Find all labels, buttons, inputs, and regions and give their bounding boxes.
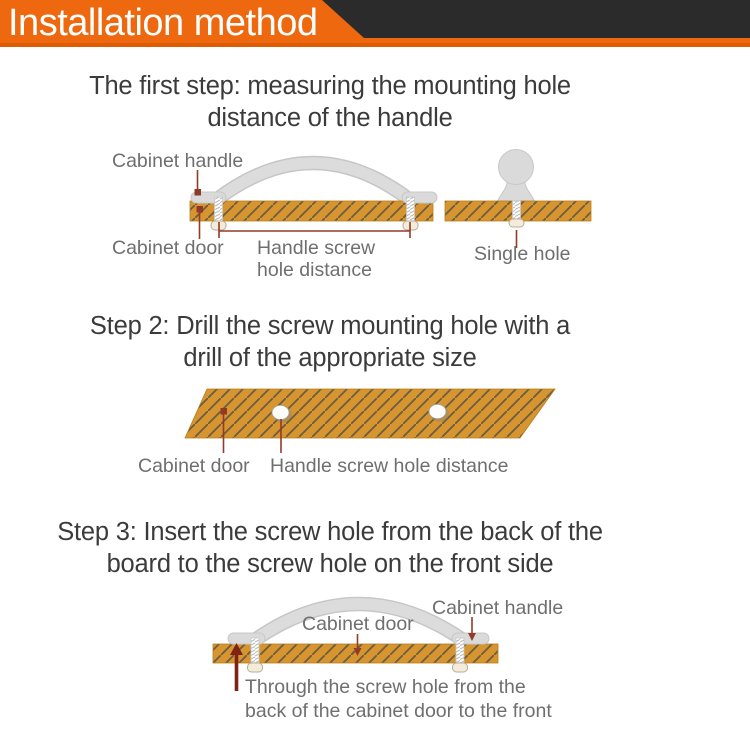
label-screw-distance-line2: hole distance <box>257 259 372 281</box>
cabinet-handle-bow <box>216 163 410 200</box>
step2-heading-line1: Step 2: Drill the screw mounting hole with a <box>89 312 571 340</box>
pointer-cabinet-door <box>197 206 204 239</box>
cabinet-door-board-left <box>190 201 433 221</box>
step1-heading-line2: distance of the handle <box>207 104 453 132</box>
handle-foot-left <box>228 633 265 644</box>
step1-heading <box>0 70 660 134</box>
step3-heading <box>0 516 660 580</box>
diagram-measure-handle <box>0 140 750 300</box>
caption-line2: back of the cabinet door to the front <box>245 700 552 722</box>
label-single-hole: Single hole <box>474 243 571 265</box>
label-screw-distance-line1: Handle screw <box>257 237 376 259</box>
page-title: Installation method <box>8 2 318 44</box>
diagram-insert-screws <box>0 590 750 725</box>
step2-heading-line2: drill of the appropriate size <box>183 344 477 372</box>
caption-line1: Through the screw hole from the <box>245 676 526 698</box>
step3-heading-line1: Step 3: Insert the screw hole from the back of the <box>57 518 603 546</box>
step3-heading-line2: board to the screw hole on the front side <box>106 550 554 578</box>
step1-heading-line1: The first step: measuring the mounting hole <box>89 72 571 100</box>
label-cabinet-handle: Cabinet handle <box>432 597 564 619</box>
label-cabinet-door: Cabinet door <box>302 613 414 635</box>
screw-distance-measure <box>219 222 410 238</box>
label-cabinet-handle: Cabinet handle <box>112 150 244 172</box>
step2-heading <box>0 310 660 374</box>
cabinet-knob <box>498 150 535 202</box>
label-cabinet-door: Cabinet door <box>138 455 250 477</box>
label-screw-distance: Handle screw hole distance <box>270 455 509 477</box>
header-banner <box>0 0 750 47</box>
pointer-cabinet-handle <box>195 170 202 196</box>
diagram-drill-holes <box>0 385 750 490</box>
cabinet-door-board <box>185 389 555 438</box>
label-cabinet-door: Cabinet door <box>112 237 224 259</box>
